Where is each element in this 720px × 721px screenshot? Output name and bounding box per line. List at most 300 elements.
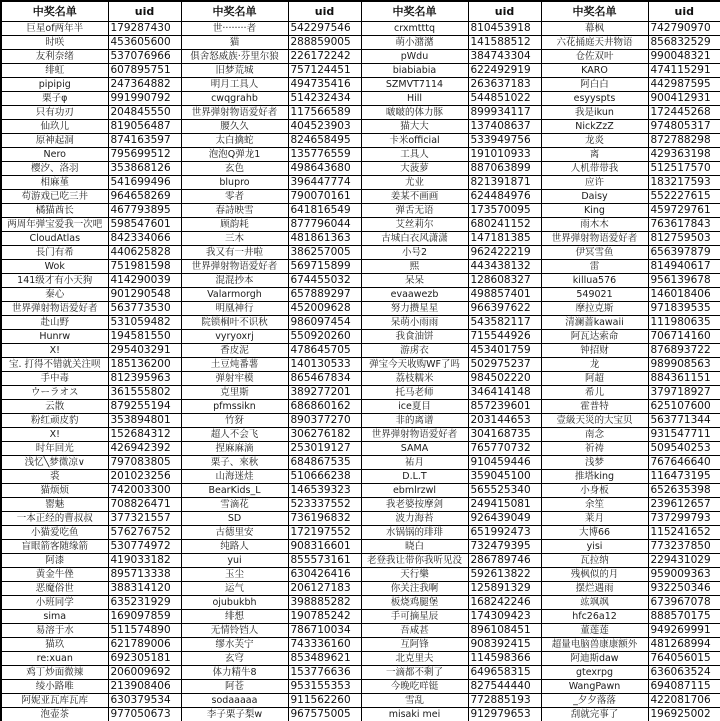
table-row: [1, 358, 720, 372]
uid-cell: 692305181: [108, 652, 181, 666]
table-row: [1, 330, 720, 344]
table-row: [1, 162, 720, 176]
uid-cell: 694087115: [648, 680, 720, 694]
uid-cell: 474115291: [648, 64, 720, 78]
winner-name-cell: Daisy: [541, 190, 648, 204]
winner-name-cell: 雨木木: [541, 218, 648, 232]
winner-name-cell: 明月工具人: [181, 78, 288, 92]
uid-cell: 888570175: [648, 610, 720, 624]
uid-cell: 872788298: [648, 134, 720, 148]
uid-cell: 895713338: [108, 568, 181, 582]
winner-name-cell: SAMA: [361, 442, 468, 456]
winner-name-cell: 摩拉克斯: [541, 302, 648, 316]
winner-name-cell: 黄金牛侳: [1, 568, 108, 582]
uid-cell: 974805317: [648, 120, 720, 134]
uid-cell: 174309423: [468, 610, 541, 624]
winner-name-cell: 古德里安: [181, 526, 288, 540]
winner-name-cell: 鸡丁炒面微辣: [1, 666, 108, 680]
uid-cell: 173570095: [468, 204, 541, 218]
uid-cell: 911562260: [288, 694, 361, 708]
winner-name-cell: 橘猫酋长: [1, 204, 108, 218]
winner-name-cell: 旧梦荒城: [181, 64, 288, 78]
uid-cell: 931547711: [648, 428, 720, 442]
winner-name-cell: 今晚吃咩铤: [361, 680, 468, 694]
winner-name-cell: 宝. 打得不错就关注呗: [1, 358, 108, 372]
uid-cell: 563773530: [108, 302, 181, 316]
winner-name-cell: 瓦拉纳: [541, 554, 648, 568]
uid-cell: 896108451: [468, 624, 541, 638]
uid-cell: 114598366: [468, 652, 541, 666]
winner-name-cell: 祈祷: [541, 442, 648, 456]
uid-cell: 183217593: [648, 176, 720, 190]
winner-name-cell: 栗子、來秋: [181, 456, 288, 470]
table-row: [1, 582, 720, 596]
uid-cell: 544851022: [468, 92, 541, 106]
uid-cell: 908392415: [468, 638, 541, 652]
winner-name-cell: 手可摘星辰: [361, 610, 468, 624]
uid-cell: 523337552: [288, 498, 361, 512]
winner-name-cell: yui: [181, 554, 288, 568]
winner-name-cell: 世界弹射物语爱好者: [1, 302, 108, 316]
table-row: [1, 694, 720, 708]
uid-cell: 890377270: [288, 414, 361, 428]
uid-cell: 977050673: [108, 708, 181, 721]
uid-cell: 908316601: [288, 540, 361, 554]
winner-name-cell: 卡米official: [361, 134, 468, 148]
table-row: [1, 708, 720, 721]
uid-cell: 790070161: [288, 190, 361, 204]
winner-name-cell: vyryoxrj: [181, 330, 288, 344]
table-row: [1, 106, 720, 120]
uid-cell: 422081706: [648, 694, 720, 708]
uid-cell: 576276752: [108, 526, 181, 540]
winner-name-cell: 无情铃铛人: [181, 624, 288, 638]
table-row: [1, 414, 720, 428]
uid-cell: 550920260: [288, 330, 361, 344]
winner-name-cell: 北克里夫: [361, 652, 468, 666]
uid-cell: 204845550: [108, 106, 181, 120]
uid-cell: 478645705: [288, 344, 361, 358]
winner-name-cell: 小号2: [361, 246, 468, 260]
uid-cell: 190785242: [288, 610, 361, 624]
table-row: [1, 50, 720, 64]
winner-name-cell: 腰久久: [181, 120, 288, 134]
uid-cell: 853489621: [288, 652, 361, 666]
winner-name-cell: 姜某不画画: [361, 190, 468, 204]
winner-name-cell: 刮就完事了: [541, 708, 648, 721]
winner-name-cell: 玄穹: [181, 652, 288, 666]
table-row: [1, 302, 720, 316]
winner-name-cell: SD: [181, 512, 288, 526]
table-row: [1, 638, 720, 652]
table-row: [1, 134, 720, 148]
winner-name-cell: 伊冥雪鱼: [541, 246, 648, 260]
winner-name-cell: 院锁桐叶不识秋: [181, 316, 288, 330]
winner-name-cell: 仓佐双叶: [541, 50, 648, 64]
table-row: [1, 386, 720, 400]
uid-cell: 971839535: [648, 302, 720, 316]
uid-cell: 887063899: [468, 162, 541, 176]
uid-cell: 657889297: [288, 288, 361, 302]
winner-name-cell: 超人不会飞: [181, 428, 288, 442]
uid-cell: 140130533: [288, 358, 361, 372]
table-row: [1, 232, 720, 246]
uid-cell: 481268994: [648, 638, 720, 652]
winner-name-cell: 小身板: [541, 484, 648, 498]
winner-name-cell: 古城白衣风潇潇: [361, 232, 468, 246]
uid-cell: 398885282: [288, 596, 361, 610]
table-row: [1, 78, 720, 92]
winner-name-cell: X!: [1, 344, 108, 358]
winner-name-cell: 大博66: [541, 526, 648, 540]
winner-name-cell: 弹射牢模: [181, 372, 288, 386]
winner-name-cell: 你关注我啊: [361, 582, 468, 596]
winner-name-cell: 雪滴花: [181, 498, 288, 512]
uid-cell: 511574890: [108, 624, 181, 638]
uid-header: uid: [468, 1, 541, 22]
uid-cell: 824658495: [288, 134, 361, 148]
winner-name-cell: 应许: [541, 176, 648, 190]
uid-cell: 213908406: [108, 680, 181, 694]
uid-cell: 635231929: [108, 596, 181, 610]
winner-name-cell: 相麻堇: [1, 176, 108, 190]
uid-cell: 353868126: [108, 162, 181, 176]
winner-name-cell: 猫烦烦: [1, 484, 108, 498]
table-row: [1, 288, 720, 302]
uid-cell: 533949756: [468, 134, 541, 148]
uid-cell: 990048321: [648, 50, 720, 64]
winner-name-cell: 体力精牛8: [181, 666, 288, 680]
winner-name-cell: 熙: [361, 260, 468, 274]
uid-cell: 263637183: [468, 78, 541, 92]
winner-name-cell: biabiabia: [361, 64, 468, 78]
uid-cell: 239612657: [648, 498, 720, 512]
uid-cell: 953155353: [288, 680, 361, 694]
winner-name-cell: 阿迪斯daw: [541, 652, 648, 666]
uid-cell: 607895751: [108, 64, 181, 78]
winner-name-cell: 栗子φ: [1, 92, 108, 106]
uid-cell: 856832529: [648, 36, 720, 50]
winner-name-cell: 离: [541, 148, 648, 162]
uid-cell: 452009628: [288, 302, 361, 316]
winner-name-cell: 绫小路唯: [1, 680, 108, 694]
winner-name-cell: 樱汐、洛羽: [1, 162, 108, 176]
winner-name-cell: hfc26a12: [541, 610, 648, 624]
winner-name-cell: 罂魅: [1, 498, 108, 512]
winner-name-cell: 啵啵的体力豚: [361, 106, 468, 120]
uid-cell: 732479395: [468, 540, 541, 554]
winner-name-cell: 吾咸甚: [361, 624, 468, 638]
uid-cell: 715544926: [468, 330, 541, 344]
winner-name-cell: 阿妮亚瓦库瓦库: [1, 694, 108, 708]
winner-name-cell: 手中毒: [1, 372, 108, 386]
uid-cell: 414290039: [108, 274, 181, 288]
uid-cell: 306276182: [288, 428, 361, 442]
table-row: [1, 568, 720, 582]
winner-name-cell: 荔枝糯米: [361, 372, 468, 386]
winner-name-cell: 我是ikun: [541, 106, 648, 120]
uid-cell: 926439049: [468, 512, 541, 526]
uid-cell: 686860162: [288, 400, 361, 414]
winner-name-cell: gtexrpg: [541, 666, 648, 680]
winner-name-cell: 时年回光: [1, 442, 108, 456]
uid-cell: 552227615: [648, 190, 720, 204]
winner-name-cell: 霍普特: [541, 400, 648, 414]
uid-cell: 115241652: [648, 526, 720, 540]
winner-name-cell: 阿白白: [541, 78, 648, 92]
uid-cell: 621789006: [108, 638, 181, 652]
winner-name-header: 中奖名单: [181, 1, 288, 22]
winner-name-cell: 摆烂遇雨: [541, 582, 648, 596]
table-row: [1, 36, 720, 50]
uid-cell: 531059482: [108, 316, 181, 330]
winner-name-cell: Nero: [1, 148, 108, 162]
uid-cell: 624484976: [468, 190, 541, 204]
winner-name-cell: 老登我让带你我听见没: [361, 554, 468, 568]
uid-cell: 989908563: [648, 358, 720, 372]
winner-name-cell: 俱舍怒威族·芬里尔狼: [181, 50, 288, 64]
winner-name-cell: ebmlrzwl: [361, 484, 468, 498]
uid-cell: 742790970: [648, 22, 720, 36]
winner-name-cell: 祐月: [361, 456, 468, 470]
uid-cell: 819056487: [108, 120, 181, 134]
winner-name-header: 中奖名单: [541, 1, 648, 22]
table-row: [1, 274, 720, 288]
winner-name-cell: 浅梦: [541, 456, 648, 470]
uid-cell: 874163597: [108, 134, 181, 148]
winner-name-cell: 141级才有小天狗: [1, 274, 108, 288]
uid-cell: 185136200: [108, 358, 181, 372]
uid-cell: 706714160: [648, 330, 720, 344]
table-row: [1, 204, 720, 218]
uid-cell: 512517570: [648, 162, 720, 176]
winner-name-cell: 549021: [541, 288, 648, 302]
uid-cell: 812759503: [648, 232, 720, 246]
winner-name-cell: King: [541, 204, 648, 218]
uid-cell: 901290548: [108, 288, 181, 302]
winner-name-cell: 大菠萝: [361, 162, 468, 176]
uid-cell: 673967078: [648, 596, 720, 610]
uid-cell: 206009692: [108, 666, 181, 680]
winner-name-cell: 残枫似的月: [541, 568, 648, 582]
winner-name-cell: killua576: [541, 274, 648, 288]
uid-cell: 530774972: [108, 540, 181, 554]
uid-cell: 541699496: [108, 176, 181, 190]
winner-name-cell: evaawezb: [361, 288, 468, 302]
winner-name-cell: ice夏目: [361, 400, 468, 414]
winner-name-cell: 顾韵耗: [181, 218, 288, 232]
uid-cell: 201023256: [108, 470, 181, 484]
winner-name-cell: 纯路人: [181, 540, 288, 554]
uid-cell: 440625828: [108, 246, 181, 260]
winner-name-cell: 余笙: [541, 498, 648, 512]
winner-name-cell: 推塔king: [541, 470, 648, 484]
uid-cell: 630426416: [288, 568, 361, 582]
uid-cell: 426942392: [108, 442, 181, 456]
uid-cell: 857239601: [468, 400, 541, 414]
winner-name-cell: 时咲: [1, 36, 108, 50]
uid-cell: 767646640: [648, 456, 720, 470]
uid-cell: 147181385: [468, 232, 541, 246]
winner-name-cell: esyyspts: [541, 92, 648, 106]
winner-name-cell: SZMVT7114: [361, 78, 468, 92]
uid-cell: 304168735: [468, 428, 541, 442]
winner-name-cell: ojubukbh: [181, 596, 288, 610]
uid-cell: 353894801: [108, 414, 181, 428]
uid-cell: 153776636: [288, 666, 361, 680]
uid-cell: 565525340: [468, 484, 541, 498]
winner-name-header: 中奖名单: [1, 1, 108, 22]
winner-name-cell: 托马老师: [361, 386, 468, 400]
winner-name-cell: 土豆炖番薯: [181, 358, 288, 372]
uid-cell: 984502220: [468, 372, 541, 386]
winner-name-cell: 太白擒蛇: [181, 134, 288, 148]
winner-name-cell: 绯虹: [1, 64, 108, 78]
uid-cell: 966397622: [468, 302, 541, 316]
winner-name-cell: Hill: [361, 92, 468, 106]
winner-name-cell: 莱月: [541, 512, 648, 526]
winner-name-cell: 萌小潴潴: [361, 36, 468, 50]
uid-cell: 203144653: [468, 414, 541, 428]
winner-name-cell: yisi: [541, 540, 648, 554]
uid-cell: 810453918: [468, 22, 541, 36]
winner-name-cell: 互阿锋: [361, 638, 468, 652]
winner-name-cell: pfmssikn: [181, 400, 288, 414]
uid-cell: 986097454: [288, 316, 361, 330]
table-row: [1, 652, 720, 666]
winner-name-cell: 春詩映雪: [181, 204, 288, 218]
uid-cell: 630379534: [108, 694, 181, 708]
table-row: [1, 526, 720, 540]
uid-cell: 111980635: [648, 316, 720, 330]
uid-cell: 386257005: [288, 246, 361, 260]
winner-name-cell: NickZzZ: [541, 120, 648, 134]
table-row: [1, 400, 720, 414]
winner-name-cell: ウーラオス: [1, 386, 108, 400]
winner-name-cell: 南念: [541, 428, 648, 442]
winner-name-cell: 猫大大: [361, 120, 468, 134]
winner-name-cell: 原神起洞: [1, 134, 108, 148]
uid-cell: 146018406: [648, 288, 720, 302]
winner-name-cell: 板烧鸡腿堡: [361, 596, 468, 610]
uid-header: uid: [648, 1, 720, 22]
winner-name-cell: 浅忆╲梦微凉∨: [1, 456, 108, 470]
winner-name-cell: 波力海苔: [361, 512, 468, 526]
winner-name-cell: 零者: [181, 190, 288, 204]
uid-header: uid: [288, 1, 361, 22]
uid-cell: 542297546: [288, 22, 361, 36]
uid-cell: 680241152: [468, 218, 541, 232]
winner-name-cell: 世界弹射物语爱好者: [541, 232, 648, 246]
winner-name-cell: 云散: [1, 400, 108, 414]
winner-name-cell: 巨星of两年半: [1, 22, 108, 36]
uid-cell: 467793895: [108, 204, 181, 218]
uid-cell: 765770732: [468, 442, 541, 456]
winner-name-cell: 秦心: [1, 288, 108, 302]
winner-name-cell: 弹舌无语: [361, 204, 468, 218]
table-row: [1, 680, 720, 694]
winner-name-cell: 六花捅庭天井物语: [541, 36, 648, 50]
table-row: [1, 176, 720, 190]
uid-cell: 652635398: [648, 484, 720, 498]
uid-cell: 459729761: [648, 204, 720, 218]
winner-name-cell: 雷: [541, 260, 648, 274]
winner-name-cell: 玄色: [181, 162, 288, 176]
winner-name-cell: blupro: [181, 176, 288, 190]
winner-name-cell: 我食油饼: [361, 330, 468, 344]
table-row: [1, 148, 720, 162]
winner-name-cell: sima: [1, 610, 108, 624]
table-row: [1, 610, 720, 624]
uid-cell: 453401759: [468, 344, 541, 358]
winner-name-cell: 我又有一井啦: [181, 246, 288, 260]
winner-name-cell: 泡壶茶: [1, 708, 108, 721]
winner-name-cell: 猫: [181, 36, 288, 50]
uid-cell: 169097859: [108, 610, 181, 624]
uid-cell: 117566589: [288, 106, 361, 120]
winner-name-cell: 钟招财: [541, 344, 648, 358]
winner-name-cell: 世界弹射物语爱好者: [181, 106, 288, 120]
table-row: [1, 596, 720, 610]
uid-cell: 795699512: [108, 148, 181, 162]
winner-name-cell: 山海迷烓: [181, 470, 288, 484]
uid-cell: 135776559: [288, 148, 361, 162]
uid-cell: 876893722: [648, 344, 720, 358]
winner-name-cell: 晓白: [361, 540, 468, 554]
uid-cell: 116473195: [648, 470, 720, 484]
winner-name-cell: 小班同学: [1, 596, 108, 610]
winner-name-cell: 盲眼箭客随缘箭: [1, 540, 108, 554]
uid-cell: 598547601: [108, 218, 181, 232]
winner-name-cell: 竑飒飒: [541, 596, 648, 610]
uid-cell: 932250346: [648, 582, 720, 596]
winner-name-cell: 明凰神行: [181, 302, 288, 316]
uid-cell: 684867535: [288, 456, 361, 470]
uid-cell: 498643680: [288, 162, 361, 176]
winner-name-cell: 仙玖儿: [1, 120, 108, 134]
winner-name-cell: 小猫爱吃鱼: [1, 526, 108, 540]
uid-cell: 743336160: [288, 638, 361, 652]
uid-cell: 877796044: [288, 218, 361, 232]
winner-name-cell: 泡泡Q弹龙1: [181, 148, 288, 162]
uid-cell: 498857401: [468, 288, 541, 302]
uid-cell: 962422219: [468, 246, 541, 260]
winner-name-cell: 游虏衣: [361, 344, 468, 358]
uid-cell: 912979653: [468, 708, 541, 721]
winner-name-cell: BearKids_L: [181, 484, 288, 498]
uid-cell: 247364882: [108, 78, 181, 92]
uid-cell: 361555802: [108, 386, 181, 400]
uid-cell: 359045100: [468, 470, 541, 484]
winner-name-cell: 三木: [181, 232, 288, 246]
winner-name-cell: 缪水芙宁: [181, 638, 288, 652]
table-row: [1, 484, 720, 498]
winner-name-cell: 捏麻麻滴: [181, 442, 288, 456]
uid-cell: 396447774: [288, 176, 361, 190]
winner-name-cell: sodaaaaa: [181, 694, 288, 708]
uid-cell: 899934117: [468, 106, 541, 120]
uid-cell: 772885193: [468, 694, 541, 708]
uid-cell: 569715899: [288, 260, 361, 274]
uid-cell: 443438132: [468, 260, 541, 274]
uid-cell: 865467834: [288, 372, 361, 386]
winner-name-cell: 玉尘: [181, 568, 288, 582]
uid-cell: 949269991: [648, 624, 720, 638]
winner-name-cell: misaki mei: [361, 708, 468, 721]
table-row: [1, 22, 720, 36]
table-row: [1, 442, 720, 456]
uid-cell: 442987595: [648, 78, 720, 92]
